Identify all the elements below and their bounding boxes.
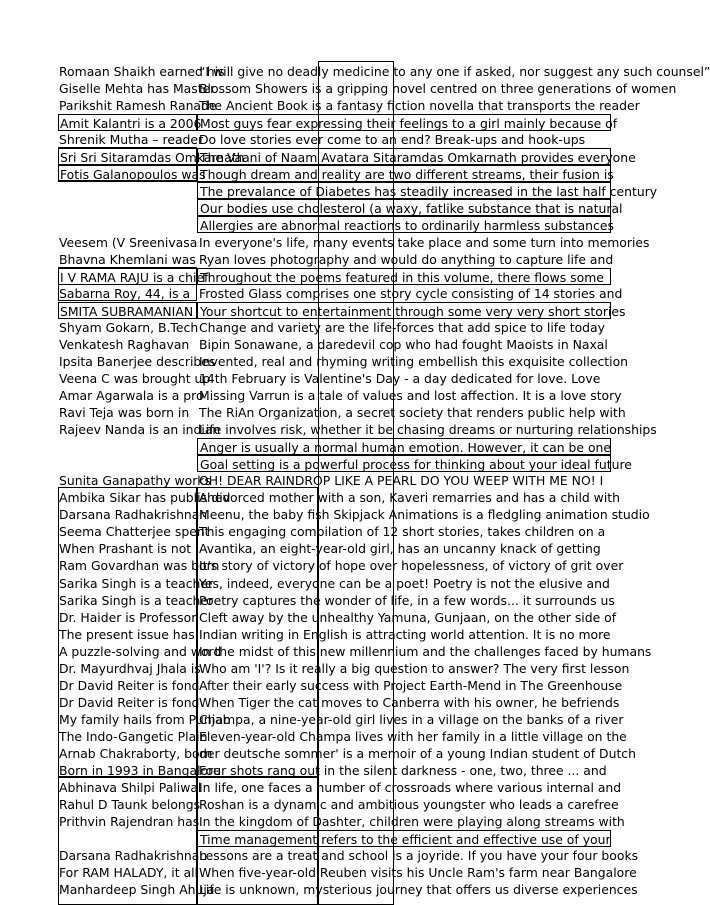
author-bio-cell: Shyam Gokarn, B.Tech (59, 319, 199, 335)
author-bio-cell: A puzzle-solving and word (59, 643, 222, 659)
author-bio-cell: For RAM HALADY, it all (59, 865, 198, 881)
table-row (0, 353, 700, 370)
book-description-cell: Missing Varrun is a tale of values and lost affection. It is a love story (199, 387, 622, 403)
table-row (0, 575, 700, 592)
author-bio-cell: Giselle Mehta has Master (59, 81, 216, 97)
book-description-cell: Poetry captures the wonder of life, in a few words... it surrounds us (199, 592, 615, 608)
book-description-cell: Indian writing in English is attracting world attention. It is no more (199, 626, 611, 642)
author-bio-cell: Amar Agarwala is a pro (59, 387, 204, 403)
author-bio-cell: Romaan Shaikh earned his (59, 64, 225, 79)
table-row (0, 813, 700, 830)
table-row (0, 592, 700, 609)
author-bio-cell: Manhardeep Singh Ahuja (59, 882, 215, 898)
author-bio-cell: Ravi Teja was born in (59, 405, 190, 420)
author-bio-cell: Darsana Radhakrishnan (59, 848, 208, 864)
table-row (0, 830, 700, 847)
table-row (0, 472, 700, 489)
table-row (0, 285, 700, 302)
table-row (0, 114, 700, 131)
table-row (0, 677, 700, 694)
table-row (0, 63, 710, 80)
author-bio-cell: SMITA SUBRAMANIAN (58, 302, 197, 319)
book-description-cell: “I will give no deadly medicine to any one if asked, nor suggest any such counsel” (199, 64, 710, 79)
book-description-cell: der deutsche sommer' is a memoir of a young Indian student of Dutch (199, 746, 636, 761)
book-description-cell: 14th February is Valentine's Day - a day dedicated for love. Love (199, 370, 601, 386)
table-row (0, 626, 700, 643)
book-description-cell: Change and variety are the life-forces that add spice to life today (199, 319, 605, 335)
book-description-cell: Do love stories ever come to an end? Break-ups and hook-ups (199, 132, 586, 148)
author-bio-cell: Born in 1993 in Bangalore (59, 763, 221, 779)
book-description-cell: Time management refers to the efficient and effective use of your (197, 830, 611, 847)
author-bio-cell: Shrenik Mutha – reader (59, 132, 204, 148)
author-bio-cell (58, 830, 197, 847)
author-bio-cell (58, 438, 197, 455)
table-row (0, 779, 700, 796)
book-description-cell: Cleft away by the unhealthy Yamuna, Gunjaan, on the other side of (199, 609, 617, 625)
book-description-cell: Life involves risk, whether it be chasing dreams or nurturing relationships (199, 422, 657, 438)
book-description-cell: The Ancient Book is a fantasy fiction novella that transports the reader (199, 98, 640, 114)
book-description-cell: Lessons are a treat and school is a joyride. If you have your four books (199, 848, 639, 864)
book-description-cell: This engaging compilation of 12 short stories, takes children on a (199, 524, 606, 540)
author-bio-cell: Rahul D Taunk belongs (59, 797, 201, 813)
table-row (0, 523, 700, 540)
table-row (0, 847, 700, 864)
author-bio-cell: Venkatesh Raghavan (59, 336, 190, 352)
book-description-cell: It's story of victory of hope over hopelessness, of victory of grit over (199, 558, 624, 574)
book-description-cell: Though dream and reality are two different streams, their fusion is (197, 165, 611, 182)
author-bio-cell: Amit Kalantri is a 2006 (60, 116, 202, 132)
book-description-cell: Champa, a nine-year-old girl lives in a village on the banks of a river (199, 711, 624, 727)
author-bio-cell: The Indo-Gangetic Plain (59, 728, 208, 744)
table-row (0, 234, 700, 251)
author-bio-cell: Abhinava Shilpi Paliwal (59, 780, 202, 796)
table-row (0, 489, 700, 506)
author-bio-cell: Sarika Singh is a teacher (59, 592, 214, 608)
author-bio-cell: Bhavna Khemlani was (59, 251, 196, 267)
author-bio-cell: Dr David Reiter is fond (59, 694, 200, 710)
table-row (0, 404, 700, 421)
book-description-cell: Roshan is a dynamic and ambitious youngster who leads a carefree (199, 797, 619, 813)
table-row (0, 609, 700, 626)
table-row (0, 319, 700, 336)
author-bio-cell (58, 182, 197, 199)
book-description-cell: Goal setting is a powerful process for thinking about your ideal future (197, 455, 611, 472)
table-row (0, 711, 700, 728)
author-bio-cell: My family hails from Punjab (59, 711, 231, 727)
author-bio-cell: Darsana Radhakrishnan (59, 507, 208, 523)
author-bio-cell: Ram Govardhan was born (59, 558, 220, 574)
table-row (0, 80, 700, 97)
table-row (0, 251, 700, 268)
book-description-cell: In life, one faces a number of crossroads where various internal and (199, 780, 622, 796)
author-bio-cell: Veena C was brought up (59, 370, 211, 386)
table-row (0, 762, 700, 779)
table-row (0, 796, 700, 813)
table-row (0, 557, 700, 574)
table-row (0, 131, 700, 148)
book-description-cell: Your shortcut to entertainment through some very very short stories (197, 302, 611, 319)
table-row (0, 370, 700, 387)
book-description-cell: OH! DEAR RAINDROP LIKE A PEARL DO YOU WEEP WITH ME NO! I (199, 473, 604, 489)
book-description-cell: In the midst of this new millennium and the challenges faced by humans (199, 643, 652, 659)
author-bio-cell: Dr. Mayurdhvaj Jhala is (59, 660, 201, 676)
author-bio-cell: Veesem (V Sreenivasa (59, 234, 198, 250)
author-bio-cell: Fotis Galanopoulos was (60, 167, 206, 183)
author-bio-cell: Ambika Sikar has published (59, 490, 231, 506)
book-description-cell: In everyone's life, many events take place and some turn into memories (199, 234, 650, 250)
book-description-cell: In the kingdom of Dashter, children were playing along streams with (199, 814, 625, 830)
book-description-cell: Most guys fear expressing their feelings to a girl mainly because of (197, 114, 611, 131)
table-row (0, 216, 700, 233)
author-bio-cell: Seema Chatterjee spent (59, 524, 210, 540)
table-row (0, 694, 700, 711)
book-description-cell: The RiAn Organization, a secret society that renders public help with (199, 405, 626, 420)
table-row (0, 728, 700, 745)
table-row (0, 97, 700, 114)
table-row (0, 387, 700, 404)
table-row (0, 336, 700, 353)
book-description-cell: Life is unknown, mysterious journey that offers us diverse experiences (199, 882, 638, 898)
book-description-cell: Eleven-year-old Champa lives with her family in a little village on the (199, 728, 627, 744)
book-description-cell: Meenu, the baby fish Skipjack Animations is a fledgling animation studio (199, 507, 650, 523)
table-row (0, 881, 700, 898)
book-description-cell: Our bodies use cholesterol (a waxy, fatlike substance that is natural (197, 199, 611, 216)
book-description-cell: Who am 'I'? Is it really a big question to answer? The very first lesson (199, 660, 630, 676)
author-bio-cell: Sri Sri Sitaramdas Omkarnath (60, 150, 245, 166)
book-description-cell: A divorced mother with a son, Kaveri remarries and has a child with (199, 490, 620, 506)
author-bio-cell: When Prashant is not (59, 541, 192, 557)
author-bio-cell (58, 199, 197, 216)
author-bio-cell (58, 216, 197, 233)
table-row (0, 148, 700, 165)
table-row (0, 268, 700, 285)
book-description-cell: Anger is usually a normal human emotion. However, it can be one (197, 438, 611, 455)
book-description-cell: Invented, real and rhyming writing embellish this exquisite collection (199, 353, 629, 369)
book-description-cell: When five-year-old Reuben visits his Uncle Ram's farm near Bangalore (199, 865, 637, 881)
book-description-cell: Throughout the poems featured in this volume, there flows some (197, 268, 611, 285)
table-row (0, 660, 700, 677)
table-row (0, 302, 700, 319)
table-row (0, 421, 700, 438)
book-description-cell: Blossom Showers is a gripping novel centred on three generations of women (199, 81, 677, 97)
book-description-cell: The prevalance of Diabetes has steadily increased in the last half century (197, 182, 611, 199)
book-description-cell: Four shots rang out in the silent darkness - one, two, three ... and (199, 763, 607, 779)
book-description-cell: Ryan loves photography and would do anything to capture life and (199, 251, 614, 267)
table-row (0, 506, 700, 523)
book-description-cell: After their early success with Project Earth-Mend in The Greenhouse (199, 677, 623, 693)
table-row (0, 864, 700, 881)
author-bio-cell: Dr David Reiter is fond (59, 677, 200, 693)
author-bio-cell: The present issue has (59, 626, 195, 642)
book-description-cell: When Tiger the cat moves to Canberra with his owner, he befriends (199, 694, 620, 710)
author-bio-cell: Dr. Haider is Professor (59, 609, 197, 625)
author-bio-cell: Sunita Ganapathy works (59, 473, 211, 489)
author-bio-cell: Sarika Singh is a teacher (59, 575, 214, 591)
author-bio-cell: Arnab Chakraborty, born (59, 746, 213, 761)
table-row (0, 745, 700, 762)
author-bio-cell: Prithvin Rajendran has (59, 814, 200, 830)
table-row (0, 165, 700, 182)
author-bio-cell: I V RAMA RAJU is a chief (60, 269, 209, 285)
table-row (0, 643, 700, 660)
table-row (0, 199, 700, 216)
book-description-cell: The Vaani of Naam Avatara Sitaramdas Omkarnath provides everyone (197, 148, 611, 165)
book-description-cell: Yes, indeed, everyone can be a poet! Poetry is not the elusive and (199, 575, 610, 591)
table-row (0, 438, 700, 455)
table-row (0, 455, 700, 472)
book-description-cell: Frosted Glass comprises one story cycle consisting of 14 stories and (199, 285, 623, 301)
book-description-cell: Bipin Sonawane, a daredevil cop who had fought Maoists in Naxal (199, 336, 608, 352)
table-row (0, 182, 700, 199)
author-bio-cell: Ipsita Banerjee describes (59, 353, 216, 369)
author-bio-cell: Parikshit Ramesh Ranade (59, 98, 217, 114)
book-description-cell: Allergies are abnormal reactions to ordinarily harmless substances (197, 216, 611, 233)
author-bio-cell: Sabarna Roy, 44, is a (59, 285, 191, 301)
table-row (0, 540, 700, 557)
book-description-cell: Avantika, an eight-year-old girl, has an uncanny knack of getting (199, 541, 601, 557)
author-bio-cell: Rajeev Nanda is an indian (59, 422, 221, 438)
author-bio-cell (58, 455, 197, 472)
